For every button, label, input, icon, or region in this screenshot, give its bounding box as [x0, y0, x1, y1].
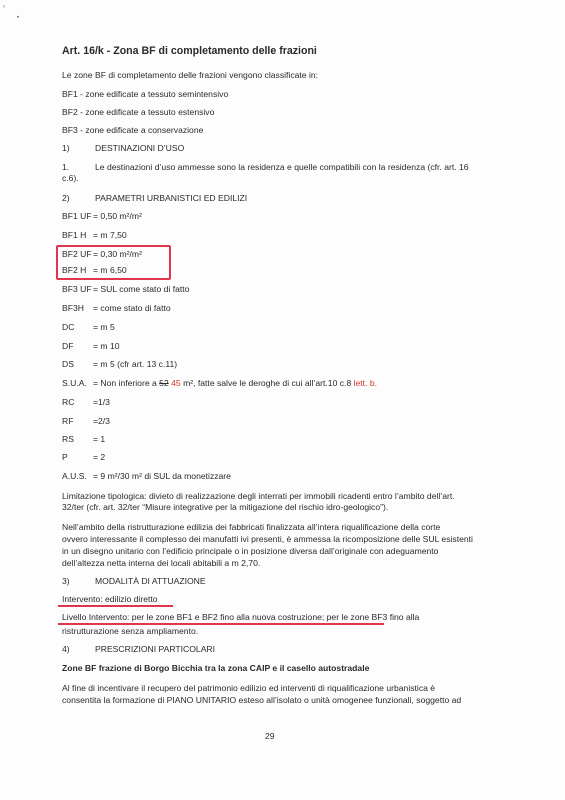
ambito-line: dell’altezza netta interna dei locali abitabili a m 2,70.	[62, 558, 261, 568]
article-title: Art. 16/k - Zona BF di completamento delle frazioni	[62, 45, 317, 57]
param-label: BF2 UF	[62, 249, 92, 259]
section-2-number: 2)	[62, 193, 70, 203]
param-label: DC	[62, 322, 75, 332]
section-4-title: PRESCRIZIONI PARTICOLARI	[95, 644, 216, 654]
ambito-line: in un disegno unitario con l’edificio principale o in posizione diversa dall’originale con adeguamento	[62, 546, 439, 556]
limitazione-line: Limitazione tipologica: divieto di realizzazione degli interrati per immobili ricadenti entro l’ambito dell’art.	[62, 491, 455, 501]
param-label: RS	[62, 434, 74, 444]
section-1-item	[62, 162, 469, 173]
section-4-number: 4)	[62, 644, 70, 654]
sua-new-value: 45	[171, 378, 181, 388]
section-1-title: DESTINAZIONI D’USO	[95, 143, 185, 153]
param-value: = m 6,50	[93, 265, 127, 275]
borgo-title: Zone BF frazione di Borgo Bicchia tra la zona CAIP e il casello autostradale	[62, 663, 370, 673]
param-label: BF3 UF	[62, 284, 92, 294]
param-value: = come stato di fatto	[93, 303, 171, 313]
zone-bf3: BF3 - zone edificate a conservazione	[62, 125, 204, 135]
zone-bf2: BF2 - zone edificate a tessuto estensivo	[62, 107, 215, 117]
underline-intervento	[58, 605, 173, 607]
param-value: = 1	[93, 434, 106, 444]
param-row	[62, 452, 106, 463]
limitazione-line: 32/ter (cfr. art. 32/ter “Misure integrative per la mitigazione del rischio idro-geologico”).	[62, 502, 389, 512]
param-value: =1/3	[93, 397, 110, 407]
param-row	[62, 397, 110, 408]
section-1-number: 1)	[62, 143, 70, 153]
param-row	[62, 303, 171, 314]
param-row	[62, 341, 120, 352]
section-1-heading	[62, 143, 185, 154]
param-label: BF3H	[62, 303, 84, 313]
section-2-heading	[62, 193, 248, 204]
param-row	[62, 230, 127, 241]
param-row	[62, 211, 142, 222]
param-value: = m 7,50	[93, 230, 127, 240]
param-row	[62, 416, 110, 427]
underline-livello	[58, 623, 384, 625]
scan-mark: ’	[3, 4, 5, 14]
final-line: Al fine di incentivare il recupero del patrimonio edilizio ed interventi di riqualificazione urbanistica è	[62, 683, 436, 693]
final-line: consentita la formazione di PIANO UNITARIO esteso all’isolato o unità omogenee funzionali, soggetto ad	[62, 695, 462, 705]
param-label: BF1 UF	[62, 211, 92, 221]
sua-after: m², fatte salve le deroghe di cui all’art.10 c.8	[183, 378, 352, 388]
section-1-item-text: Le destinazioni d’uso ammesse sono la residenza e quelle compatibili con la residenza (cfr. art. 16	[95, 162, 469, 172]
page-number: 29	[265, 731, 275, 741]
livello-line-2: ristrutturazione senza ampliamento.	[62, 626, 199, 636]
aus-label: A.U.S.	[62, 471, 87, 481]
param-value: = m 5	[93, 322, 115, 332]
param-label: RF	[62, 416, 74, 426]
sua-before: = Non inferiore a	[93, 378, 157, 388]
param-value: = m 5 (cfr art. 13 c.11)	[93, 359, 178, 369]
aus-value: = 9 m²/30 m² di SUL da monetizzare	[93, 471, 231, 481]
section-1-item-number: 1.	[62, 162, 70, 172]
sua-struck-value: 52	[159, 378, 169, 388]
param-label: P	[62, 452, 68, 462]
param-label: DF	[62, 341, 74, 351]
aus-row	[62, 471, 231, 482]
sua-label: S.U.A.	[62, 378, 87, 388]
param-label: BF2 H	[62, 265, 87, 275]
section-1-item-cont: c.6).	[62, 173, 79, 183]
intro-text: Le zone BF di completamento delle frazioni vengono classificate in:	[62, 70, 319, 80]
ambito-line: Nell’ambito della ristrutturazione edilizia dei fabbricati finalizzata all’intera riqualificazione della corte	[62, 522, 441, 532]
param-value: = m 10	[93, 341, 120, 351]
scan-dot: •	[17, 15, 20, 21]
param-row	[62, 284, 190, 295]
sua-red-tail: lett. b.	[353, 378, 378, 388]
sua-value	[93, 378, 377, 389]
livello-line-1: Livello Intervento: per le zone BF1 e BF2 fino alla nuova costruzione; per le zone BF3 fino alla	[62, 612, 420, 622]
sua-row	[62, 378, 378, 389]
section-2-title: PARAMETRI URBANISTICI ED EDILIZI	[95, 193, 248, 203]
param-label: DS	[62, 359, 74, 369]
section-4-heading	[62, 644, 216, 655]
param-row	[62, 359, 178, 370]
param-value: = 2	[93, 452, 106, 462]
param-label: RC	[62, 397, 75, 407]
param-label: BF1 H	[62, 230, 87, 240]
param-row	[62, 434, 106, 445]
section-3-heading	[62, 576, 206, 587]
param-row	[62, 322, 115, 333]
ambito-line: ovvero interessante il complesso dei manufatti ivi presenti, è ammessa la ricomposizione delle SUL esistenti	[62, 534, 473, 544]
highlight-box-bf2	[56, 245, 171, 280]
param-value: = 0,30 m²/m²	[93, 249, 142, 259]
zone-bf1: BF1 - zone edificate a tessuto semintensivo	[62, 89, 229, 99]
section-3-title: MODALITÀ DI ATTUAZIONE	[95, 576, 206, 586]
param-value: =2/3	[93, 416, 110, 426]
param-value: = 0,50 m²/m²	[93, 211, 142, 221]
intervento-text: Intervento: edilizio diretto	[62, 594, 158, 604]
param-value: = SUL come stato di fatto	[93, 284, 190, 294]
section-3-number: 3)	[62, 576, 70, 586]
